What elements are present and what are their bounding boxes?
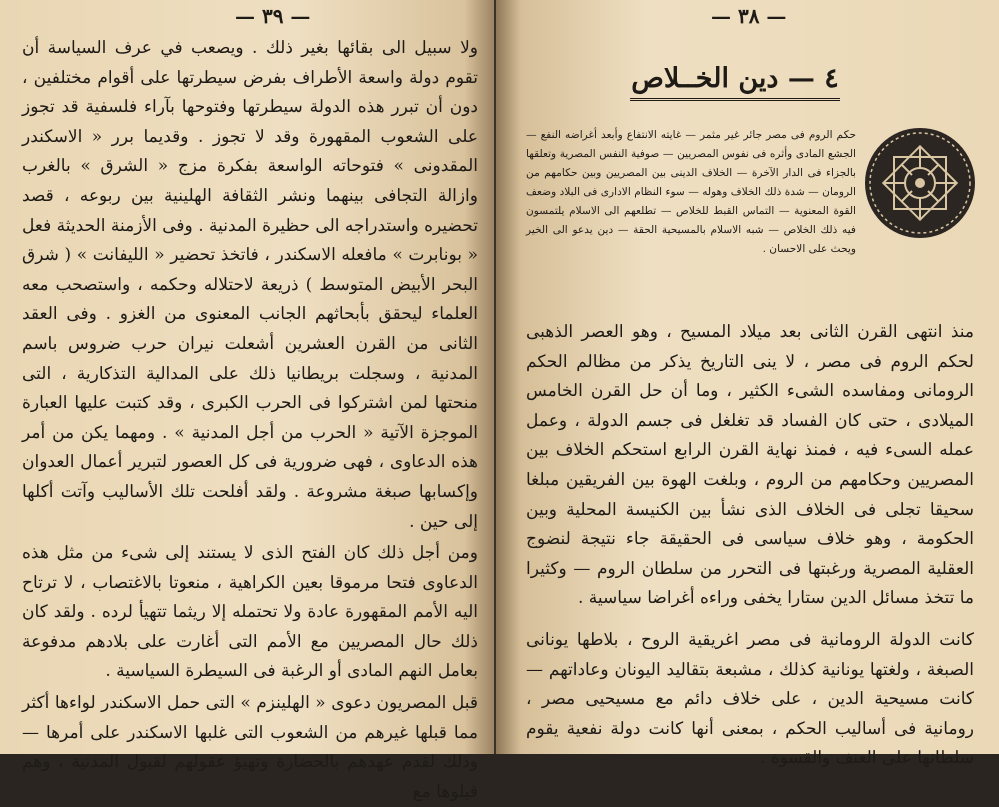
right-body-text [526, 318, 974, 774]
chapter-title: ٤ — دين الخــلاص [630, 63, 840, 101]
arabesque-emblem-icon [864, 127, 976, 239]
left-body-text [22, 34, 478, 807]
chapter-summary: حكم الروم فى مصر جائر غير مثمر — غايته الانتفاع وأبعد أغراضه النفع — الجشع المادى وأثره فى نفوس المصريين — صوفية النفس المصرية وتعلقها بالجزاء فى الدار الآخرة — الخلاف الدينى بين المصريين وبين حكامهم من الرومان — شدة ذلك الخلاف وهوله — سوء النظام الادارى فى البلاد وضعف القوة المعنوية — التماس القبط للخلاص — تطلعهم الى الاسلام يلتمسون فيه ذلك الخلاص — شبه الاسلام بالمسيحية الحقة — دين يدعو الى الخير ويحث على الاحسان . [526, 129, 856, 255]
page-number: — ٣٩ — [235, 4, 311, 28]
paragraph: كانت الدولة الرومانية فى مصر اغريقية الروح ، بلاطها يونانى الصبغة ، ولغتها يونانية كذلك ، مشبعة بتقاليد اليونان وعاداتهم — كانت مسيحية الدين ، على خلاف دائم مع مسيحيى مصر ، رومانية فى أساليب الحكم ، بمعنى أنها كانت دولة نفعية يقوم سلطانها على العنف والقسوة . [526, 629, 974, 769]
left-page [0, 0, 494, 802]
paragraph: قبل المصريون دعوى « الهلينزم » التى حمل الاسكندر لواءها أكثر مما قبلها غيرهم من الشعوب التى غلبها الاسكندر على أمرها — وذلك لقدم عهدهم بالحضارة وتهيؤ عقولهم لقبول المدنية ، وهم قبلوها مع [22, 693, 478, 802]
page-number: — ٣٨ — [711, 4, 787, 28]
paragraph: ومن أجل ذلك كان الفتح الذى لا يستند إلى شىء من مثل هذه الدعاوى فتحا مرموقا بعين الكراهية ، منعوتا بالاغتصاب ، لا ترتاح اليه الأمم المقهورة عادة ولا تحتمله إلا ريثما تتهيأ لرده . ولقد كان ذلك حال المصريين مع الأمم التى أغارت على بلادهم مدفوعة بعامل النهم المادى أو الرغبة فى السيطرة السياسية . [22, 543, 478, 682]
right-page [496, 0, 999, 769]
paragraph: ولا سبيل الى بقائها بغير ذلك . ويصعب في عرف السياسة أن تقوم دولة واسعة الأطراف بفرض سيطرتها على أقوام مختلفين ، دون أن تبرر هذه الدولة سيطرتها وفتوحها بآراء فلسفية قد تجوز على الشعوب المقهورة وقد لا تجوز . وقديما برر « الاسكندر المقدونى » فتوحاته الواسعة بفكرة مزج « الشرق » بالغرب وازالة التجافى بينهما ونشر الثقافة الهلينية بين ربوعه ، قصد تحضيره واستدراجه الى حظيرة المدنية . وفى الأزمنة الحديثة فعل « بونابرت » مافعله الاسكندر ، فاتخذ تحضير « الليفانت » ( شرق البحر الأبيض المتوسط ) ذريعة لاحتلاله وحكمه ، واستصحب معه العلماء ليحقق بأبحاثهم الجانب المعنوى من الغزو . وفى العقد الثانى من القرن العشرين أشعلت نيران حرب ضروس باسم المدنية ، وسجلت بريطانيا ذلك على المدالية التذكارية ، التى منحتها لمن اشتركوا فى الحرب الكبرى ، وقد كتبت عليها العبارة الموجزة الآتية « الحرب من أجل المدنية » . ومهما يكن من أمر هذه الدعاوى ، فهى ضرورية فى كل العصور لتبرير أعمال العدوان وإكسابها صبغة مشروعة . ولقد أفلحت تلك الأساليب وآتت أكلها إلى حين . [22, 38, 478, 532]
paragraph: منذ انتهى القرن الثانى بعد ميلاد المسيح ، وهو العصر الذهبى لحكم الروم فى مصر ، لا ينى التاريخ يذكر من مظالم الحكم الرومانى ومفاسده الشىء الكثير ، وما أن حل القرن الخامس الميلادى ، حتى كان الفساد قد تغلغل فى جسم الدولة ، وعمل عمله السىء فيه ، فمنذ نهاية القرن الرابع استحكم الخلاف بين المصريين وحكامهم من الروم ، وبلغت الهوة بين الفريقين مبلغا سحيقا تجلى فى الخلاف الذى نشأ بين الكنيسة المحلية وبين الحكومة ، وهو خلاف سياسى فى الحقيقة جاء نتيجة لنضوج العقلية المصرية ورغبتها فى التحرر من سلطان الروم — وكثيرا ما تتخذ مسائل الدين ستارا يخفى وراءه أغراضا سياسية . [526, 322, 974, 609]
